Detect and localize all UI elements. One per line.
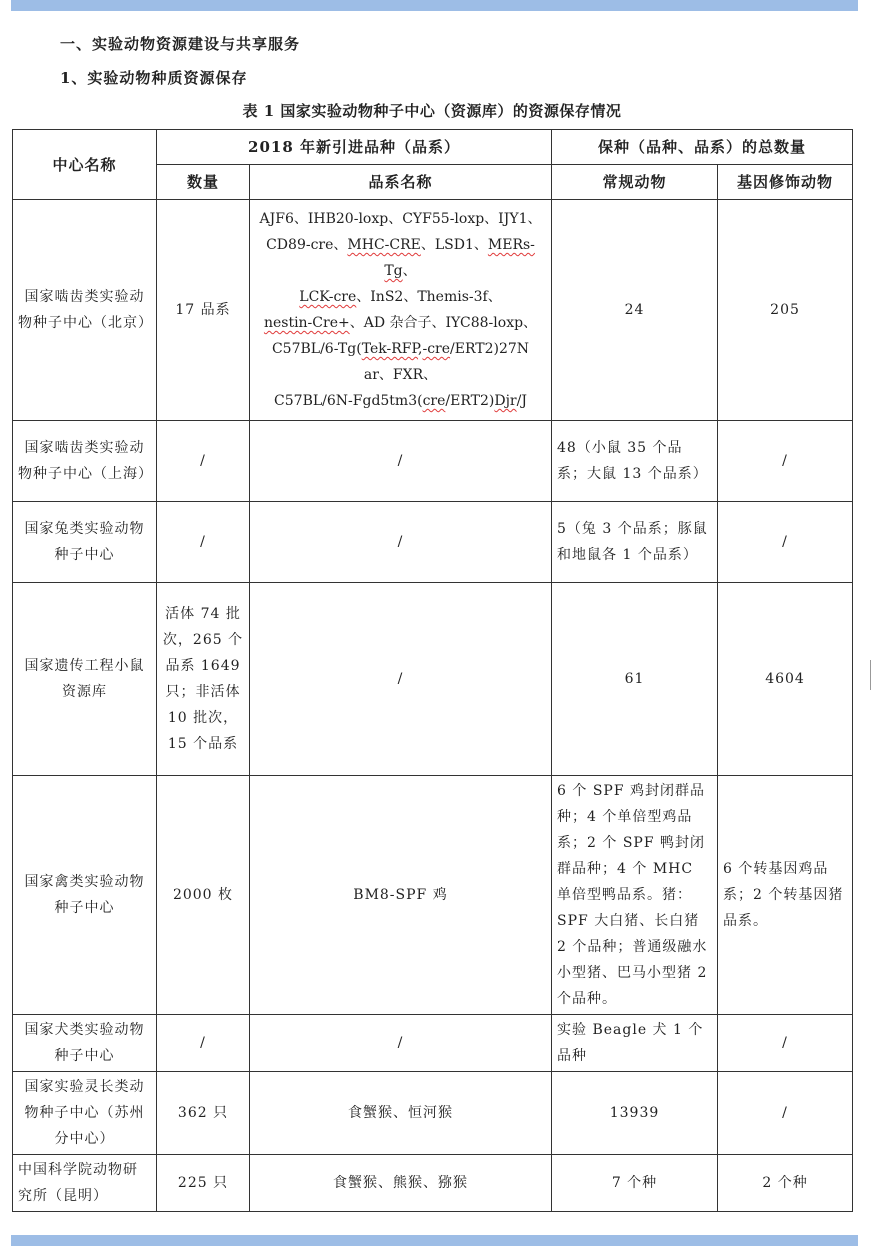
top-decorative-bar	[11, 0, 858, 11]
table-row	[13, 1015, 853, 1072]
page-edge-mark	[870, 660, 871, 690]
strain-list-cell: /	[250, 502, 552, 583]
header-regular: 常规动物	[552, 165, 718, 200]
resource-table	[12, 129, 853, 1212]
quantity-cell: /	[157, 502, 250, 583]
table-row	[13, 1072, 853, 1155]
bottom-decorative-bar	[11, 1235, 858, 1246]
header-row-1	[13, 130, 853, 165]
strain-line: AJF6、IHB20-loxp、CYF55-loxp、IJY1、	[259, 211, 542, 227]
regular-count-cell: 实验 Beagle 犬 1 个品种	[552, 1015, 718, 1072]
regular-count-cell: 61	[552, 583, 718, 776]
gm-count-cell: /	[718, 421, 853, 502]
gm-count-cell: /	[718, 1015, 853, 1072]
quantity-cell: 活体 74 批次，265 个品系 1649 只；非活体 10 批次，15 个品系	[157, 583, 250, 776]
header-quantity: 数量	[157, 165, 250, 200]
regular-count-cell: 6 个 SPF 鸡封闭群品种；4 个单倍型鸡品系；2 个 SPF 鸭封闭群品种；4 个 MHC 单倍型鸭品系。猪：SPF 大白猪、长白猪 2 个品种；普通级融水小型猪、巴马小型猪 2 个品种。	[552, 776, 718, 1015]
table-row	[13, 776, 853, 1015]
center-name-cell: 国家啮齿类实验动物种子中心（北京）	[13, 200, 157, 421]
gm-count-cell: 2 个种	[718, 1155, 853, 1212]
header-total-kept: 保种（品种、品系）的总数量	[552, 130, 853, 165]
header-center-name: 中心名称	[13, 130, 157, 200]
regular-count-cell: 48（小鼠 35 个品系；大鼠 13 个品系）	[552, 421, 718, 502]
strain-line: CD89-cre、MHC-CRE、LSD1、MERs-Tg、	[266, 237, 535, 279]
table-row	[13, 421, 853, 502]
table-row	[13, 502, 853, 583]
quantity-cell: 362 只	[157, 1072, 250, 1155]
strain-list-cell: BM8-SPF 鸡	[250, 776, 552, 1015]
center-name-cell: 中国科学院动物研究所（昆明）	[13, 1155, 157, 1212]
gm-count-cell: /	[718, 502, 853, 583]
strain-list-cell: /	[250, 583, 552, 776]
strain-list-cell: 食蟹猴、熊猴、猕猴	[250, 1155, 552, 1212]
gm-count-cell: /	[718, 1072, 853, 1155]
header-new-intro: 2018 年新引进品种（品系）	[157, 130, 552, 165]
table-row	[13, 200, 853, 421]
gm-count-cell: 205	[718, 200, 853, 421]
gm-count-cell: 4604	[718, 583, 853, 776]
center-name-cell: 国家犬类实验动物种子中心	[13, 1015, 157, 1072]
center-name-cell: 国家兔类实验动物种子中心	[13, 502, 157, 583]
header-gm: 基因修饰动物	[718, 165, 853, 200]
strain-list-cell: 食蟹猴、恒河猴	[250, 1072, 552, 1155]
strain-line: nestin-Cre+、AD 杂合子、IYC88-loxp、	[263, 315, 538, 331]
strain-line: C57BL/6-Tg(Tek-RFP,-cre/ERT2)27N	[271, 341, 530, 357]
quantity-cell: 17 品系	[157, 200, 250, 421]
strain-line: LCK-cre、InS2、Themis-3f、	[299, 289, 502, 305]
strain-list-cell	[250, 200, 552, 421]
regular-count-cell: 7 个种	[552, 1155, 718, 1212]
header-strain-name: 品系名称	[250, 165, 552, 200]
center-name-cell: 国家禽类实验动物种子中心	[13, 776, 157, 1015]
quantity-cell: 225 只	[157, 1155, 250, 1212]
section-title: 一、实验动物资源建设与共享服务	[60, 35, 301, 53]
gm-count-cell: 6 个转基因鸡品系；2 个转基因猪品系。	[718, 776, 853, 1015]
center-name-cell: 国家实验灵长类动物种子中心（苏州分中心）	[13, 1072, 157, 1155]
quantity-cell: /	[157, 421, 250, 502]
regular-count-cell: 5（兔 3 个品系；豚鼠和地鼠各 1 个品系）	[552, 502, 718, 583]
table-caption: 表 1 国家实验动物种子中心（资源库）的资源保存情况	[242, 102, 622, 120]
strain-list-cell: /	[250, 421, 552, 502]
center-name-cell: 国家啮齿类实验动物种子中心（上海）	[13, 421, 157, 502]
center-name-cell: 国家遗传工程小鼠资源库	[13, 583, 157, 776]
table-row	[13, 583, 853, 776]
quantity-cell: 2000 枚	[157, 776, 250, 1015]
regular-count-cell: 13939	[552, 1072, 718, 1155]
strain-line: C57BL/6N-Fgd5tm3(cre/ERT2)Djr/J	[274, 393, 527, 409]
quantity-cell: /	[157, 1015, 250, 1072]
subsection-title: 1、实验动物种质资源保存	[60, 69, 248, 87]
strain-line: ar、FXR、	[363, 367, 438, 383]
regular-count-cell: 24	[552, 200, 718, 421]
table-row	[13, 1155, 853, 1212]
strain-list-cell: /	[250, 1015, 552, 1072]
